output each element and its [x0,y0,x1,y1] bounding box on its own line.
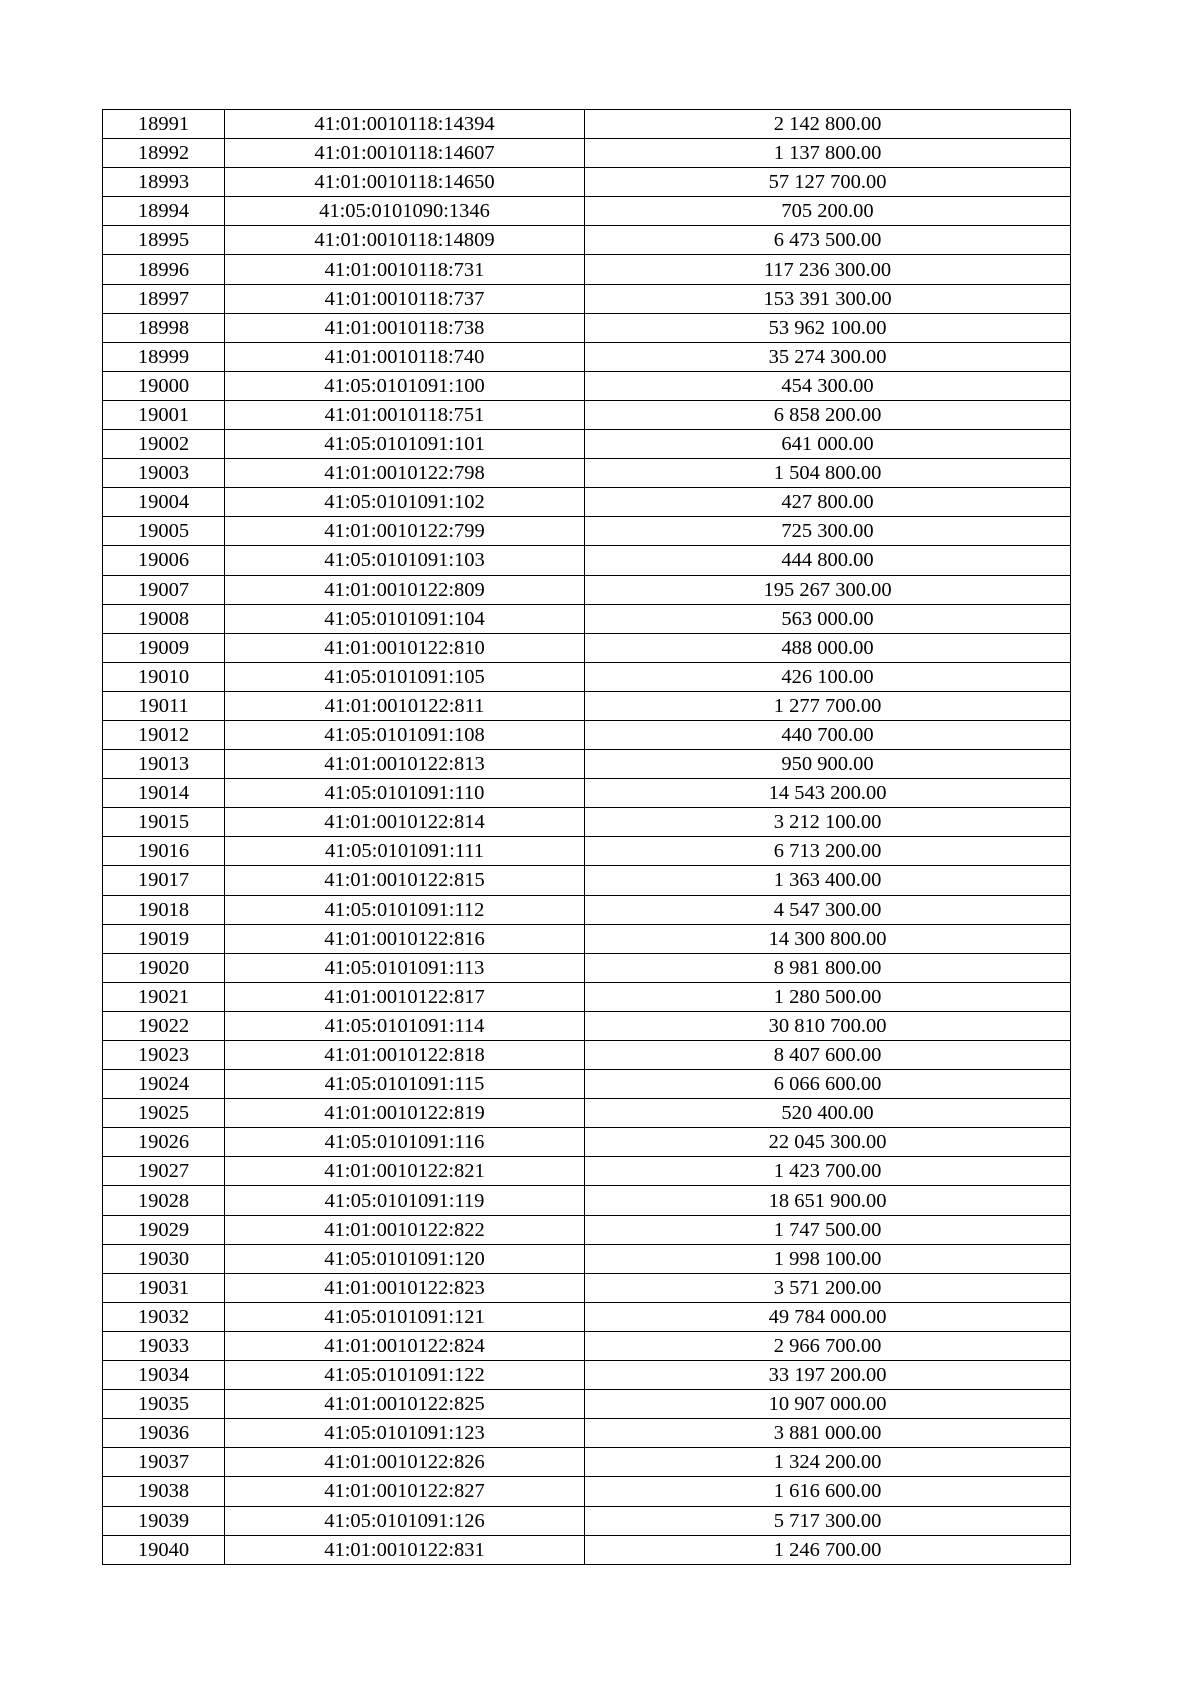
cadastral-value-cell: 8 981 800.00 [585,953,1071,982]
cadastral-value-cell: 10 907 000.00 [585,1390,1071,1419]
table-row [103,110,1071,139]
table-row [103,691,1071,720]
row-number-cell: 19016 [103,837,225,866]
cadastral-number-cell: 41:01:0010122:822 [225,1215,585,1244]
table-row [103,1273,1071,1302]
cadastral-number-cell: 41:05:0101091:108 [225,720,585,749]
table-row [103,575,1071,604]
table-row [103,1448,1071,1477]
row-number-cell: 19038 [103,1477,225,1506]
row-number-cell: 19002 [103,430,225,459]
row-number-cell: 19034 [103,1361,225,1390]
cadastral-number-cell: 41:01:0010122:816 [225,924,585,953]
cadastral-number-cell: 41:01:0010122:814 [225,808,585,837]
table-row [103,1390,1071,1419]
table-row [103,488,1071,517]
cadastral-value-cell: 57 127 700.00 [585,168,1071,197]
row-number-cell: 19040 [103,1535,225,1564]
cadastral-number-cell: 41:05:0101091:120 [225,1244,585,1273]
cadastral-number-cell: 41:05:0101091:100 [225,371,585,400]
row-number-cell: 19026 [103,1128,225,1157]
cadastral-value-cell: 53 962 100.00 [585,313,1071,342]
row-number-cell: 19035 [103,1390,225,1419]
row-number-cell: 19020 [103,953,225,982]
cadastral-value-cell: 18 651 900.00 [585,1186,1071,1215]
cadastral-number-cell: 41:01:0010122:818 [225,1041,585,1070]
cadastral-value-cell: 444 800.00 [585,546,1071,575]
row-number-cell: 19031 [103,1273,225,1302]
cadastral-value-cell: 6 713 200.00 [585,837,1071,866]
cadastral-value-cell: 2 142 800.00 [585,110,1071,139]
cadastral-number-cell: 41:05:0101091:110 [225,779,585,808]
table-row [103,720,1071,749]
cadastral-number-cell: 41:01:0010122:825 [225,1390,585,1419]
table-body [103,110,1071,1565]
table-row [103,750,1071,779]
table-row [103,1361,1071,1390]
table-row [103,1302,1071,1331]
table-row [103,197,1071,226]
cadastral-number-cell: 41:01:0010122:823 [225,1273,585,1302]
row-number-cell: 19029 [103,1215,225,1244]
table-row [103,1157,1071,1186]
row-number-cell: 19006 [103,546,225,575]
table-row [103,517,1071,546]
cadastral-number-cell: 41:05:0101091:105 [225,662,585,691]
cadastral-value-cell: 1 363 400.00 [585,866,1071,895]
cadastral-value-cell: 14 543 200.00 [585,779,1071,808]
cadastral-number-cell: 41:01:0010118:14809 [225,226,585,255]
row-number-cell: 18997 [103,284,225,313]
row-number-cell: 18992 [103,139,225,168]
cadastral-number-cell: 41:05:0101091:103 [225,546,585,575]
cadastral-value-cell: 1 137 800.00 [585,139,1071,168]
cadastral-number-cell: 41:01:0010122:813 [225,750,585,779]
cadastral-value-cell: 488 000.00 [585,633,1071,662]
table-row [103,1099,1071,1128]
table-row [103,168,1071,197]
row-number-cell: 19033 [103,1331,225,1360]
row-number-cell: 19028 [103,1186,225,1215]
cadastral-value-cell: 22 045 300.00 [585,1128,1071,1157]
table-row [103,1011,1071,1040]
row-number-cell: 19004 [103,488,225,517]
row-number-cell: 19037 [103,1448,225,1477]
row-number-cell: 19001 [103,400,225,429]
cadastral-number-cell: 41:01:0010122:809 [225,575,585,604]
table-row [103,837,1071,866]
cadastral-number-cell: 41:05:0101091:123 [225,1419,585,1448]
table-row [103,1041,1071,1070]
table-row [103,808,1071,837]
table-row [103,255,1071,284]
row-number-cell: 19024 [103,1070,225,1099]
cadastral-value-cell: 1 246 700.00 [585,1535,1071,1564]
table-row [103,866,1071,895]
cadastral-number-cell: 41:01:0010122:799 [225,517,585,546]
table-row [103,1244,1071,1273]
row-number-cell: 18993 [103,168,225,197]
cadastral-value-cell: 520 400.00 [585,1099,1071,1128]
cadastral-number-cell: 41:05:0101091:119 [225,1186,585,1215]
cadastral-value-cell: 1 280 500.00 [585,982,1071,1011]
cadastral-number-cell: 41:05:0101091:112 [225,895,585,924]
row-number-cell: 18999 [103,342,225,371]
cadastral-value-cell: 49 784 000.00 [585,1302,1071,1331]
row-number-cell: 19017 [103,866,225,895]
cadastral-value-cell: 6 473 500.00 [585,226,1071,255]
cadastral-number-cell: 41:05:0101091:111 [225,837,585,866]
table-row [103,1477,1071,1506]
row-number-cell: 19023 [103,1041,225,1070]
cadastral-number-cell: 41:01:0010122:819 [225,1099,585,1128]
row-number-cell: 19011 [103,691,225,720]
table-row [103,662,1071,691]
row-number-cell: 19032 [103,1302,225,1331]
row-number-cell: 19025 [103,1099,225,1128]
cadastral-value-cell: 195 267 300.00 [585,575,1071,604]
cadastral-number-cell: 41:05:0101091:116 [225,1128,585,1157]
table-row [103,633,1071,662]
table-row [103,1506,1071,1535]
cadastral-number-cell: 41:01:0010118:738 [225,313,585,342]
row-number-cell: 19013 [103,750,225,779]
table-row [103,342,1071,371]
cadastral-value-cell: 440 700.00 [585,720,1071,749]
cadastral-value-cell: 2 966 700.00 [585,1331,1071,1360]
cadastral-number-cell: 41:01:0010122:798 [225,459,585,488]
table-row [103,924,1071,953]
cadastral-value-cell: 950 900.00 [585,750,1071,779]
table-row [103,1186,1071,1215]
table-row [103,1331,1071,1360]
row-number-cell: 18994 [103,197,225,226]
cadastral-number-cell: 41:01:0010122:811 [225,691,585,720]
table-row [103,1215,1071,1244]
cadastral-number-cell: 41:05:0101091:113 [225,953,585,982]
cadastral-number-cell: 41:01:0010122:831 [225,1535,585,1564]
cadastral-value-cell: 1 277 700.00 [585,691,1071,720]
cadastral-number-cell: 41:01:0010122:826 [225,1448,585,1477]
cadastral-value-cell: 8 407 600.00 [585,1041,1071,1070]
table-row [103,1419,1071,1448]
cadastral-number-cell: 41:01:0010118:14607 [225,139,585,168]
cadastral-number-cell: 41:05:0101091:114 [225,1011,585,1040]
table-row [103,400,1071,429]
cadastral-value-cell: 30 810 700.00 [585,1011,1071,1040]
cadastral-value-cell: 1 324 200.00 [585,1448,1071,1477]
table-row [103,1535,1071,1564]
cadastral-value-cell: 1 616 600.00 [585,1477,1071,1506]
cadastral-value-cell: 1 998 100.00 [585,1244,1071,1273]
table-row [103,459,1071,488]
cadastral-number-cell: 41:05:0101091:102 [225,488,585,517]
cadastral-value-cell: 6 066 600.00 [585,1070,1071,1099]
cadastral-value-cell: 426 100.00 [585,662,1071,691]
cadastral-number-cell: 41:01:0010122:817 [225,982,585,1011]
table-row [103,546,1071,575]
cadastral-number-cell: 41:05:0101091:101 [225,430,585,459]
row-number-cell: 19030 [103,1244,225,1273]
cadastral-value-cell: 4 547 300.00 [585,895,1071,924]
cadastral-number-cell: 41:05:0101091:122 [225,1361,585,1390]
cadastral-value-cell: 1 423 700.00 [585,1157,1071,1186]
cadastral-value-cell: 1 504 800.00 [585,459,1071,488]
row-number-cell: 19015 [103,808,225,837]
cadastral-value-cell: 153 391 300.00 [585,284,1071,313]
row-number-cell: 19018 [103,895,225,924]
table-row [103,982,1071,1011]
row-number-cell: 19005 [103,517,225,546]
table-row [103,226,1071,255]
row-number-cell: 19039 [103,1506,225,1535]
table-row [103,430,1071,459]
table-row [103,779,1071,808]
row-number-cell: 19014 [103,779,225,808]
table-row [103,1070,1071,1099]
cadastral-number-cell: 41:01:0010118:14394 [225,110,585,139]
cadastral-number-cell: 41:01:0010118:740 [225,342,585,371]
cadastral-value-cell: 117 236 300.00 [585,255,1071,284]
cadastral-number-cell: 41:01:0010122:810 [225,633,585,662]
cadastral-number-cell: 41:01:0010122:815 [225,866,585,895]
row-number-cell: 19008 [103,604,225,633]
row-number-cell: 19021 [103,982,225,1011]
table-row [103,139,1071,168]
cadastral-number-cell: 41:05:0101091:121 [225,1302,585,1331]
cadastral-value-cell: 3 571 200.00 [585,1273,1071,1302]
cadastral-number-cell: 41:05:0101091:115 [225,1070,585,1099]
row-number-cell: 19036 [103,1419,225,1448]
row-number-cell: 18998 [103,313,225,342]
cadastral-value-table [102,109,1071,1565]
cadastral-value-cell: 6 858 200.00 [585,400,1071,429]
row-number-cell: 19010 [103,662,225,691]
table-row [103,953,1071,982]
table-row [103,284,1071,313]
row-number-cell: 18995 [103,226,225,255]
cadastral-value-cell: 563 000.00 [585,604,1071,633]
cadastral-value-cell: 1 747 500.00 [585,1215,1071,1244]
cadastral-value-cell: 3 212 100.00 [585,808,1071,837]
row-number-cell: 19019 [103,924,225,953]
cadastral-value-cell: 14 300 800.00 [585,924,1071,953]
cadastral-value-cell: 35 274 300.00 [585,342,1071,371]
table-row [103,604,1071,633]
table-row [103,313,1071,342]
cadastral-number-cell: 41:01:0010118:751 [225,400,585,429]
table-row [103,895,1071,924]
row-number-cell: 19022 [103,1011,225,1040]
table-row [103,371,1071,400]
row-number-cell: 19003 [103,459,225,488]
row-number-cell: 18991 [103,110,225,139]
cadastral-value-cell: 33 197 200.00 [585,1361,1071,1390]
cadastral-number-cell: 41:05:0101090:1346 [225,197,585,226]
row-number-cell: 19007 [103,575,225,604]
cadastral-number-cell: 41:01:0010118:737 [225,284,585,313]
row-number-cell: 19027 [103,1157,225,1186]
cadastral-value-cell: 454 300.00 [585,371,1071,400]
cadastral-value-cell: 3 881 000.00 [585,1419,1071,1448]
cadastral-value-cell: 427 800.00 [585,488,1071,517]
row-number-cell: 19012 [103,720,225,749]
cadastral-number-cell: 41:01:0010122:827 [225,1477,585,1506]
table-row [103,1128,1071,1157]
cadastral-value-cell: 725 300.00 [585,517,1071,546]
row-number-cell: 19000 [103,371,225,400]
cadastral-value-cell: 641 000.00 [585,430,1071,459]
cadastral-number-cell: 41:05:0101091:104 [225,604,585,633]
row-number-cell: 19009 [103,633,225,662]
cadastral-value-cell: 705 200.00 [585,197,1071,226]
cadastral-number-cell: 41:01:0010118:14650 [225,168,585,197]
cadastral-number-cell: 41:01:0010122:821 [225,1157,585,1186]
cadastral-number-cell: 41:01:0010118:731 [225,255,585,284]
cadastral-number-cell: 41:01:0010122:824 [225,1331,585,1360]
cadastral-value-cell: 5 717 300.00 [585,1506,1071,1535]
row-number-cell: 18996 [103,255,225,284]
cadastral-number-cell: 41:05:0101091:126 [225,1506,585,1535]
